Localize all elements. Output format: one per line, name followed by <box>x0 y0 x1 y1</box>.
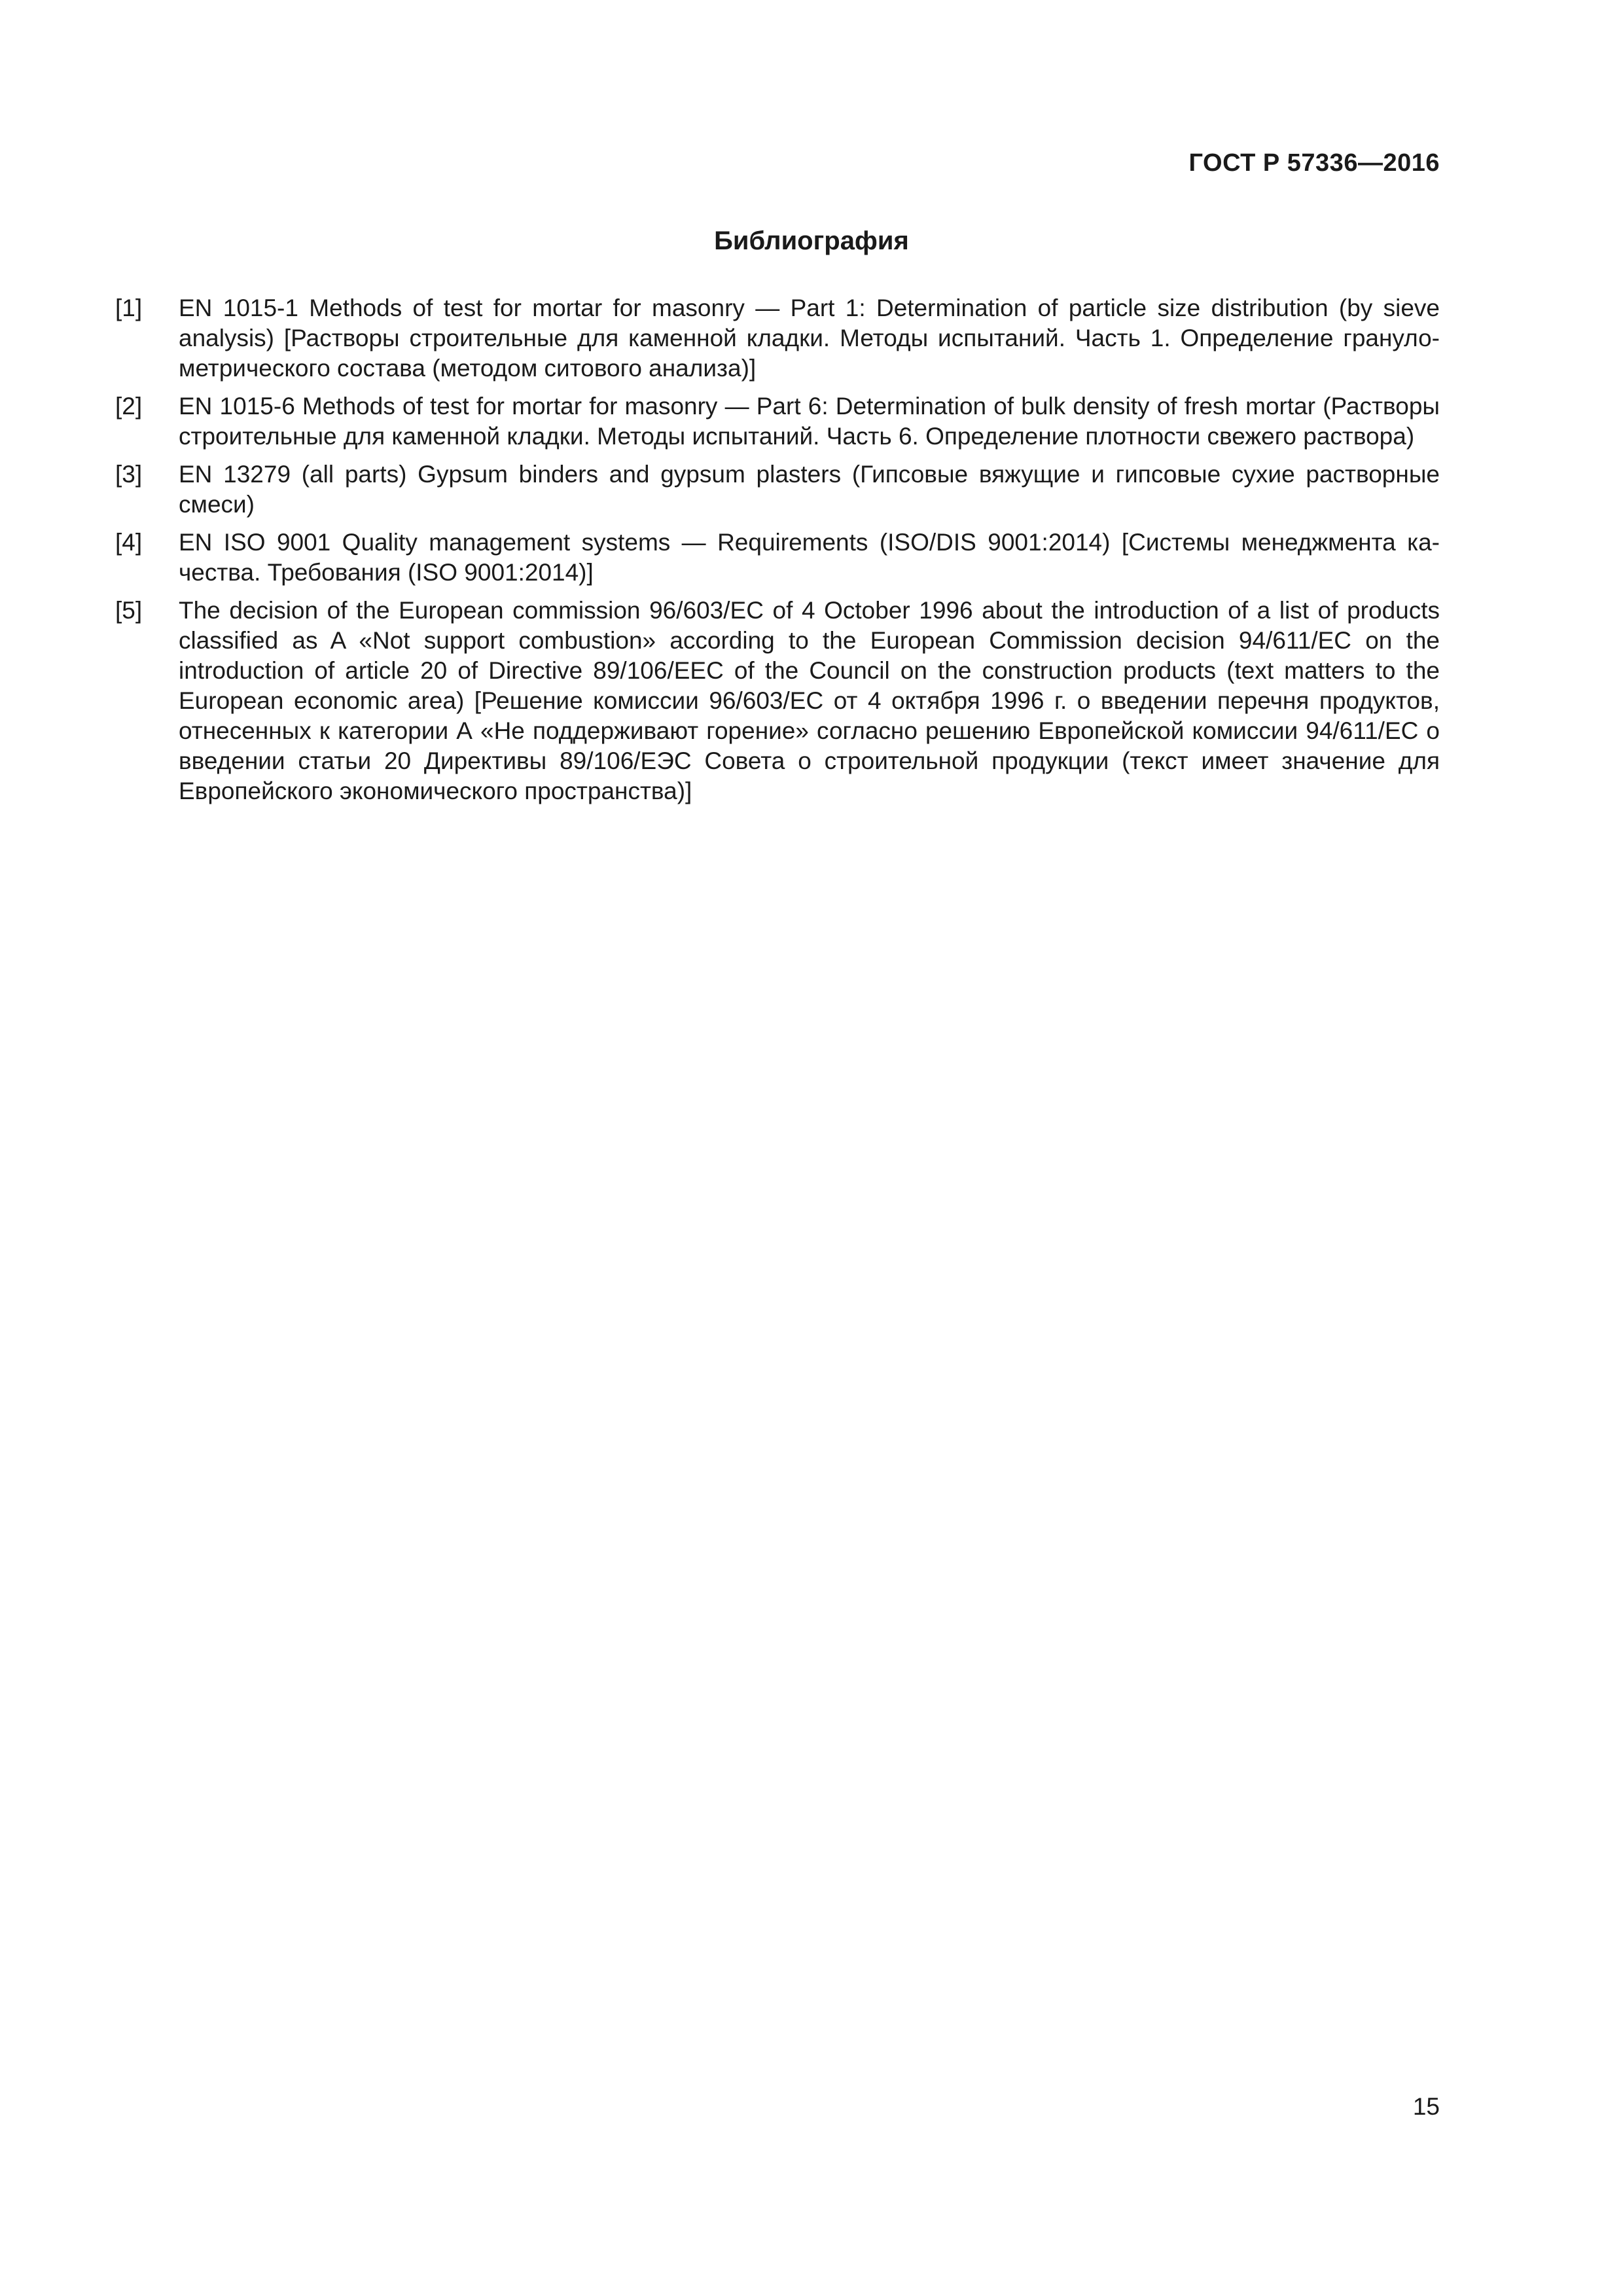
bibliography-entry-text: The decision of the European commission 96/603/EC of 4 October 1996 about the introduction of a list of products classified as A «Not support combustion» according to the European Commission decision 94/611/EC on the introduction of article 20 of Directive 89/106/EEC of the Council on the construction products (text matters to the European economic area) [Решение комиссии 96/603/EC от 4 октября 1996 г. о введении перечня продуктов, отнесенных к категории А «Не поддерживают горение» согласно решению Европейской комиссии 94/611/EC о введении статьи 20 Директивы 89/106/ЕЭС Совета о строительной продукции (текст имеет значение для Европейского экономического пространства)] <box>179 597 1440 804</box>
bibliography-entry <box>115 293 1440 384</box>
bibliography-entry-number: [4] <box>115 529 143 556</box>
bibliography-entry-number: [3] <box>115 461 143 488</box>
bibliography-entry-text: EN ISO 9001 Quality management systems — Requirements (ISO/DIS 9001:2014) [Системы менеджмента качества. Требования (ISO 9001:2014)] <box>179 529 1440 586</box>
document-code: ГОСТ Р 57336—2016 <box>1188 149 1440 177</box>
bibliography-entry-text: EN 13279 (all parts) Gypsum binders and gypsum plasters (Гипсовые вяжущие и гипсовые сухие растворные смеси) <box>179 461 1440 518</box>
bibliography-entry-number: [2] <box>115 393 143 420</box>
page-number: 15 <box>1412 2093 1440 2120</box>
bibliography-entry <box>115 391 1440 452</box>
bibliography-entry-number: [5] <box>115 597 143 624</box>
section-title: Библиография <box>714 226 909 255</box>
bibliography-entry <box>115 459 1440 520</box>
bibliography-entry <box>115 596 1440 806</box>
bibliography-entry-text: EN 1015-1 Methods of test for mortar for masonry — Part 1: Determination of particle size distribution (by sieve analysis) [Растворы строительные для каменной кладки. Методы испытаний. Часть 1. Определение гранулометрического состава (методом ситового анализа)] <box>179 295 1440 382</box>
bibliography-entry <box>115 528 1440 588</box>
bibliography-entry-text: EN 1015-6 Methods of test for mortar for masonry — Part 6: Determination of bulk density of fresh mortar (Растворы строительные для каменной кладки. Методы испытаний. Часть 6. Определение плотности свежего раствора) <box>179 393 1440 450</box>
bibliography-entry-number: [1] <box>115 295 143 321</box>
bibliography-list <box>115 293 1440 814</box>
